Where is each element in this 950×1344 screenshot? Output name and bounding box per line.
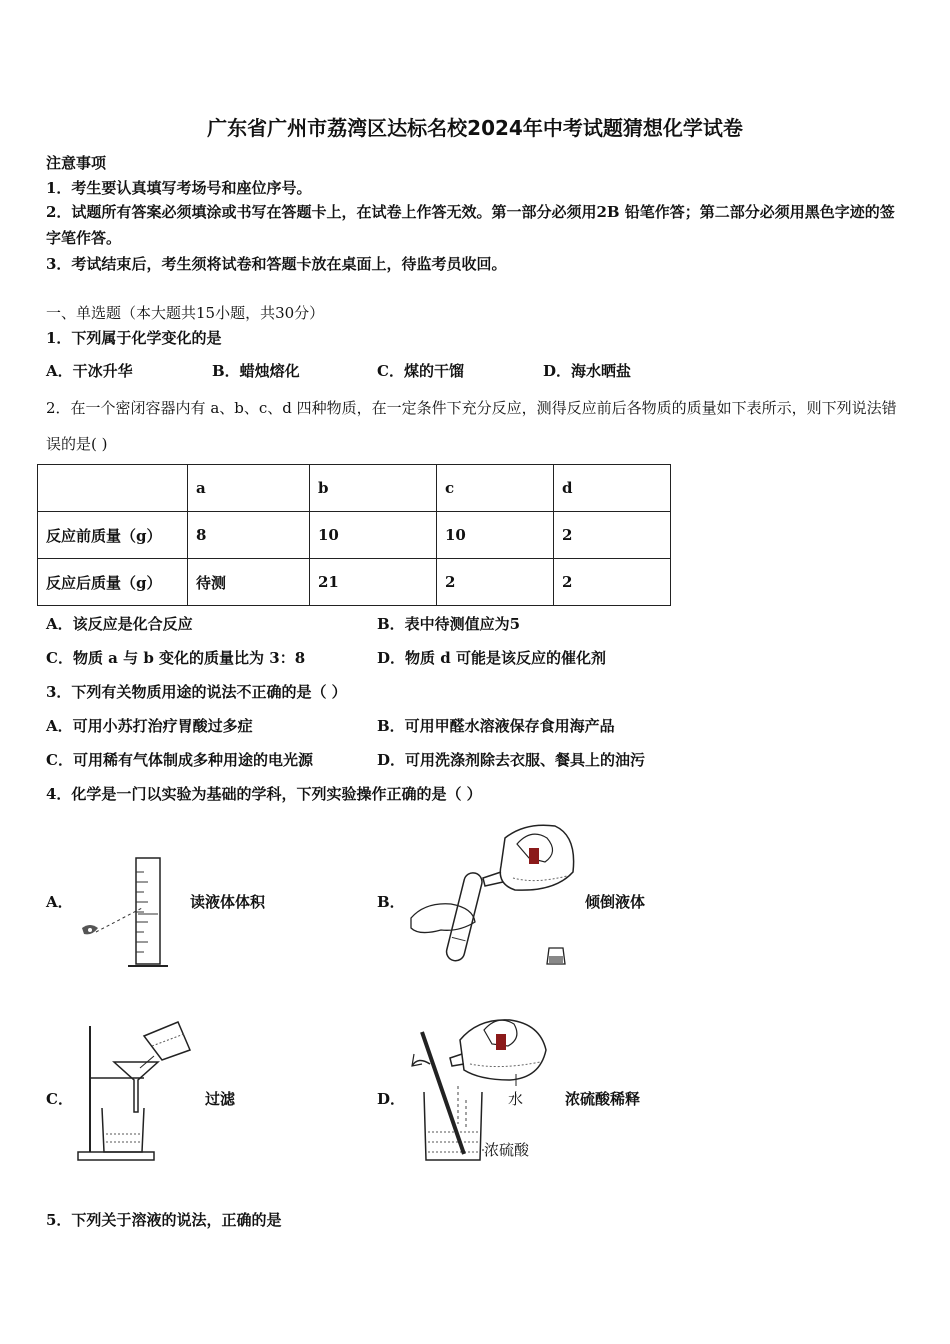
notice-item-2: 2．试题所有答案必须填涂或书写在答题卡上，在试卷上作答无效。第一部分必须用2B 铅笔作答；第二部分必须用黑色字迹的签字笔作答。	[46, 203, 895, 247]
table-cell: 2	[554, 512, 671, 559]
table-cell: 10	[437, 512, 554, 559]
q3-option-c: C．可用稀有气体制成多种用途的电光源	[46, 751, 313, 769]
q4-option-a-caption: 读液体体积	[190, 893, 266, 911]
q2-option-c: C．物质 a 与 b 变化的质量比为 3：8	[46, 649, 306, 667]
q2-stem: 2．在一个密闭容器内有 a、b、c、d 四种物质，在一定条件下充分反应，测得反应前后各物质的质量如下表所示，则下列说法错误的是( )	[46, 399, 897, 453]
q2-option-a: A．该反应是化合反应	[46, 615, 193, 633]
table-row	[38, 465, 671, 512]
q4-option-d-letter: D．	[377, 1090, 406, 1108]
page-title: 广东省广州市荔湾区达标名校2024年中考试题猜想化学试卷	[207, 116, 743, 140]
table-cell: a	[188, 465, 310, 512]
table-cell: 2	[437, 559, 554, 606]
table-row	[38, 559, 671, 606]
table-cell: 反应前质量（g）	[38, 512, 188, 559]
notice-heading: 注意事项	[46, 154, 107, 172]
section-heading: 一、单选题（本大题共15小题，共30分）	[46, 304, 325, 322]
pouring-liquid-diagram	[405, 818, 585, 970]
q4-option-c-caption: 过滤	[205, 1090, 236, 1108]
q1-option-c: C．煤的干馏	[377, 362, 464, 380]
acid-dilution-diagram	[400, 1004, 556, 1164]
table-cell: 21	[310, 559, 437, 606]
table-cell: 反应后质量（g）	[38, 559, 188, 606]
filtration-diagram	[74, 1016, 198, 1164]
table-cell: d	[554, 465, 671, 512]
q2-option-d: D．物质 d 可能是该反应的催化剂	[377, 649, 606, 667]
water-label: 水	[508, 1090, 524, 1108]
q1-option-b: B．蜡烛熔化	[212, 362, 300, 380]
acid-label: 浓硫酸	[484, 1141, 530, 1159]
notice-item-3: 3．考试结束后，考生须将试卷和答题卡放在桌面上，待监考员收回。	[46, 255, 507, 273]
q4-option-d-caption: 浓硫酸稀释	[565, 1090, 641, 1108]
table-row	[38, 512, 671, 559]
q1-stem: 1．下列属于化学变化的是	[46, 329, 222, 347]
q1-option-a: A．干冰升华	[46, 362, 133, 380]
q4-option-a-letter: A．	[46, 893, 73, 911]
q4-option-b-caption: 倾倒液体	[585, 893, 646, 911]
table-cell: 10	[310, 512, 437, 559]
q2-option-b: B．表中待测值应为5	[377, 615, 521, 633]
table-cell: c	[437, 465, 554, 512]
q4-option-c-letter: C．	[46, 1090, 73, 1108]
q3-stem: 3．下列有关物质用途的说法不正确的是（ ）	[46, 683, 347, 701]
table-cell: 8	[188, 512, 310, 559]
graduated-cylinder-diagram	[78, 852, 178, 974]
q5-stem: 5．下列关于溶液的说法，正确的是	[46, 1211, 282, 1229]
table-cell: 待测	[188, 559, 310, 606]
q1-option-d: D．海水晒盐	[543, 362, 632, 380]
table-cell	[38, 465, 188, 512]
q3-option-a: A．可用小苏打治疗胃酸过多症	[46, 717, 253, 735]
table-cell: b	[310, 465, 437, 512]
q4-option-b-letter: B．	[377, 893, 405, 911]
q4-stem: 4．化学是一门以实验为基础的学科，下列实验操作正确的是（ ）	[46, 785, 482, 803]
mass-table	[37, 464, 671, 606]
notice-item-1: 1．考生要认真填写考场号和座位序号。	[46, 179, 312, 197]
table-cell: 2	[554, 559, 671, 606]
q3-option-d: D．可用洗涤剂除去衣服、餐具上的油污	[377, 751, 646, 769]
q3-option-b: B．可用甲醛水溶液保存食用海产品	[377, 717, 615, 735]
